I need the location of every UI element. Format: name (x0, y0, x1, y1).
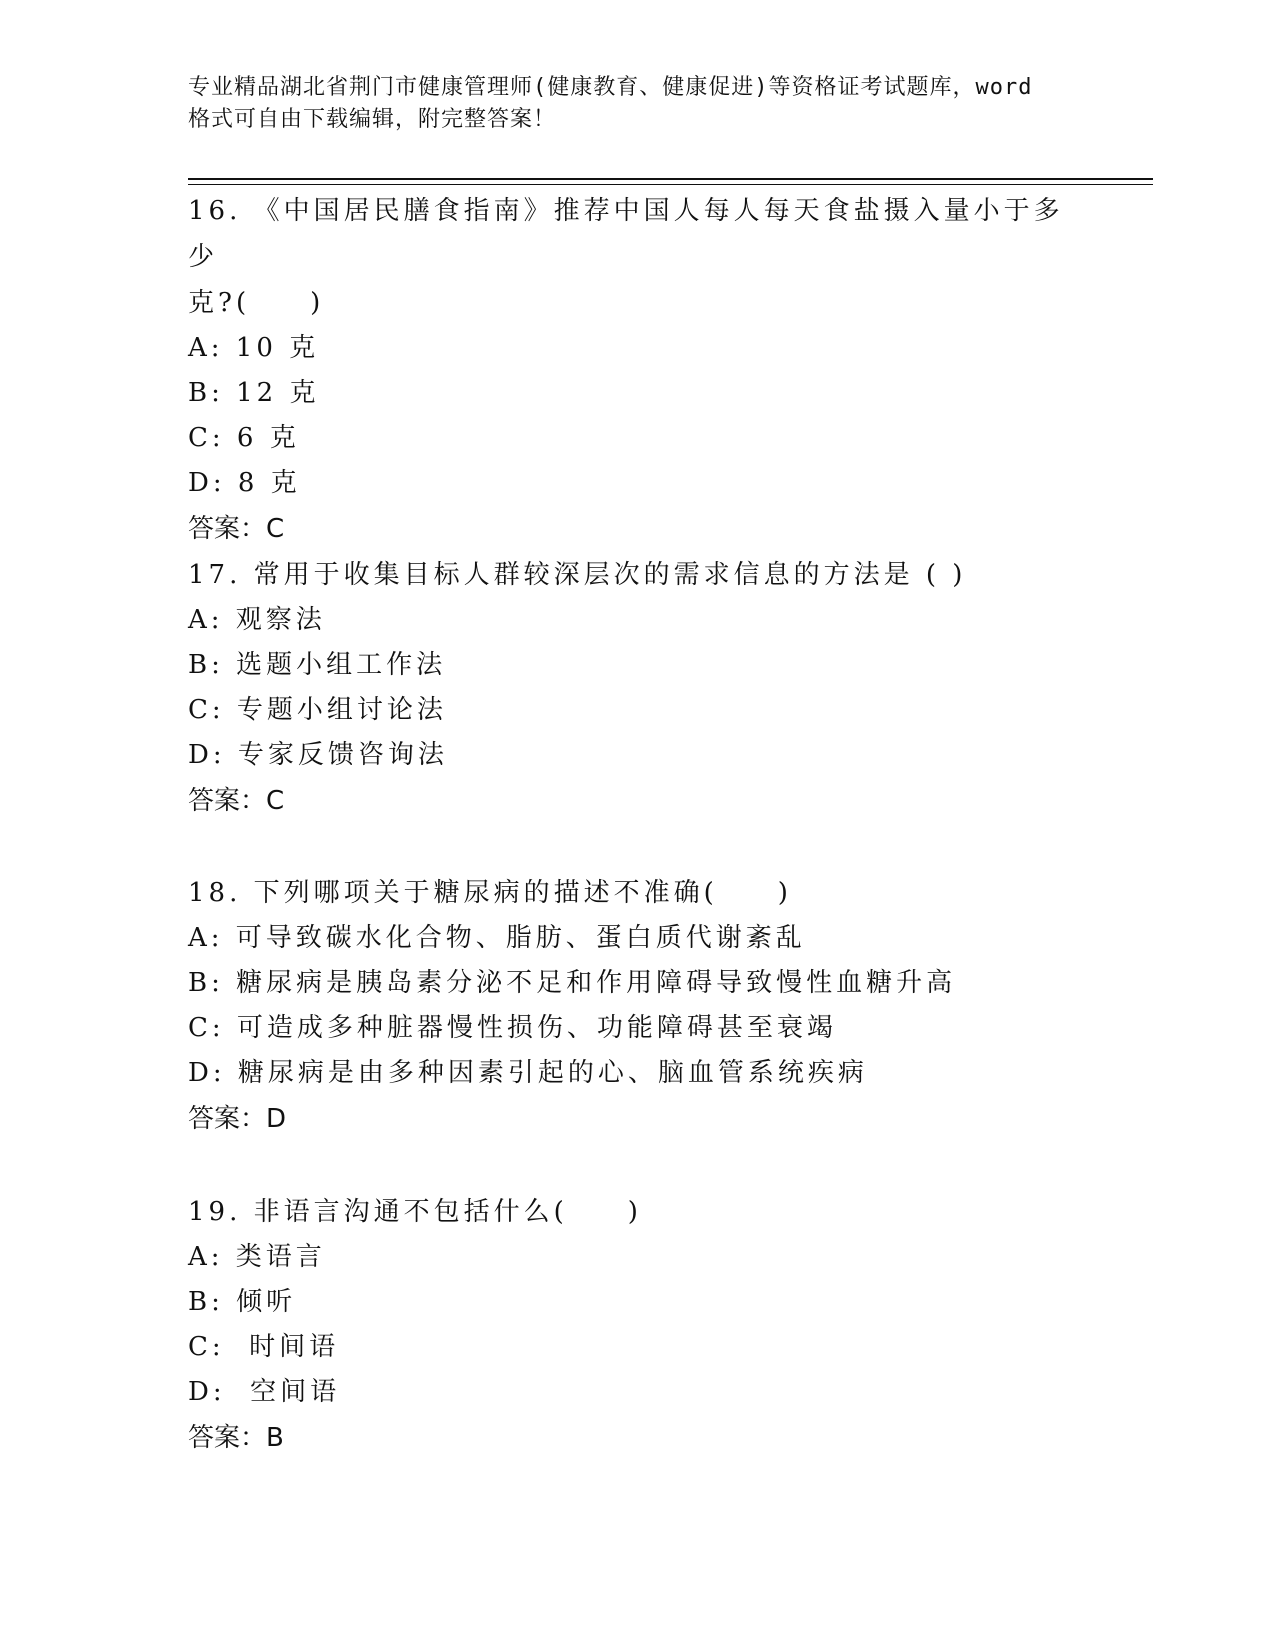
option-a: A: 10 克 (188, 333, 320, 363)
option-d: D: 糖尿病是由多种因素引起的心、脑血管系统疾病 (188, 1058, 868, 1088)
answer: 答案：C (188, 786, 285, 816)
option-a: A: 可导致碳水化合物、脂肪、蛋白质代谢紊乱 (188, 923, 806, 953)
answer: 答案：B (188, 1423, 284, 1453)
question-19 (188, 1189, 1088, 1461)
document-header (188, 72, 1088, 136)
option-c: C: 6 克 (188, 423, 300, 453)
option-b: B: 糖尿病是胰岛素分泌不足和作用障碍导致慢性血糖升高 (188, 968, 957, 998)
question-18 (188, 870, 1088, 1142)
option-b: B: 12 克 (188, 378, 320, 408)
question-stem: 18. 下列哪项关于糖尿病的描述不准确( ) (188, 878, 792, 908)
header-line-1: 专业精品湖北省荆门市健康管理师(健康教育、健康促进)等资格证考试题库，word (188, 75, 1033, 100)
answer: 答案：C (188, 514, 285, 544)
question-17 (188, 552, 1088, 824)
option-c: C: 专题小组讨论法 (188, 695, 447, 725)
option-b: B: 选题小组工作法 (188, 650, 447, 680)
question-16 (188, 188, 1088, 552)
question-stem: 19. 非语言沟通不包括什么( ) (188, 1197, 642, 1227)
header-divider-thin (188, 184, 1153, 185)
answer: 答案：D (188, 1104, 287, 1134)
question-stem-continued: 克?( ) (188, 288, 325, 318)
option-b: B: 倾听 (188, 1287, 297, 1317)
header-line-2: 格式可自由下载编辑，附完整答案！ (188, 107, 557, 132)
header-divider-thick (188, 178, 1153, 180)
question-stem: 17. 常用于收集目标人群较深层次的需求信息的方法是 ( ) (188, 560, 967, 590)
option-c: C: 时间语 (188, 1332, 340, 1362)
question-stem: 16. 《中国居民膳食指南》推荐中国人每人每天食盐摄入量小于多少 (188, 196, 1064, 272)
option-c: C: 可造成多种脏器慢性损伤、功能障碍甚至衰竭 (188, 1013, 837, 1043)
option-d: D: 8 克 (188, 468, 301, 498)
option-d: D: 空间语 (188, 1377, 341, 1407)
option-a: A: 观察法 (188, 605, 326, 635)
option-d: D: 专家反馈咨询法 (188, 740, 448, 770)
option-a: A: 类语言 (188, 1242, 326, 1272)
